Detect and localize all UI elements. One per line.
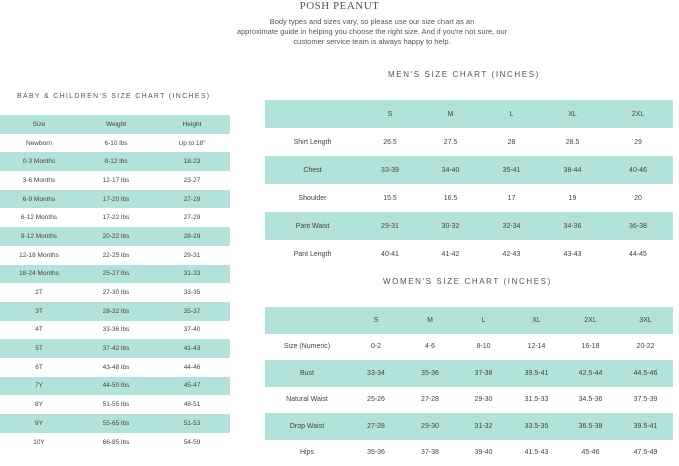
table-cell: 0-2 (349, 334, 403, 361)
table-cell: 51-55 lbs (78, 395, 154, 414)
brand-logo: POSH PEANUT (0, 0, 679, 12)
table-row (0, 227, 230, 246)
table-cell: 33-34 (349, 360, 403, 387)
table-row (265, 440, 673, 466)
mens-size-table (265, 100, 673, 268)
womens-size-table (265, 307, 673, 466)
table-row (0, 246, 230, 265)
table-cell: 45-47 (154, 377, 230, 396)
table-cell: 28-32 lbs (78, 302, 154, 321)
table-row (0, 395, 230, 414)
column-header: M (420, 100, 481, 128)
table-cell: 3-6 Months (0, 171, 78, 190)
table-cell: 35-41 (481, 156, 542, 184)
table-cell: 15.5 (360, 184, 420, 212)
table-cell: 41-42 (420, 240, 481, 268)
table-row (0, 171, 230, 190)
table-cell: 33.5-35 (510, 413, 563, 440)
table-cell: 4T (0, 321, 78, 340)
table-cell: 20-22 lbs (78, 227, 154, 246)
table-row (0, 321, 230, 340)
table-cell: 8-10 (457, 334, 510, 361)
table-cell: 16.5 (420, 184, 481, 212)
table-cell: 39.5-41 (510, 360, 563, 387)
table-header-row (0, 115, 230, 134)
table-row (0, 414, 230, 433)
table-row (265, 128, 673, 156)
column-header: S (360, 100, 420, 128)
table-cell: Chest (265, 156, 360, 184)
table-row (0, 208, 230, 227)
table-cell: 37-42 lbs (78, 339, 154, 358)
table-row (265, 334, 673, 361)
intro-line: Body types and sizes vary, so please use our size chart as an (227, 17, 517, 27)
table-cell: 12-18 Months (0, 246, 78, 265)
table-cell: Pant Length (265, 240, 360, 268)
table-cell: 28.5 (542, 128, 603, 156)
table-cell: 33-39 (360, 156, 420, 184)
table-cell: 31-32 (457, 413, 510, 440)
table-cell: 42-43 (481, 240, 542, 268)
table-cell: 23-27 (154, 171, 230, 190)
table-cell: 22-25 lbs (78, 246, 154, 265)
column-header: Size (0, 115, 78, 134)
table-cell: Shirt Length (265, 128, 360, 156)
table-cell: 40-46 (603, 156, 673, 184)
table-cell: 6T (0, 358, 78, 377)
table-cell: 66-85 lbs (78, 433, 154, 452)
table-cell: 34-40 (420, 156, 481, 184)
table-row (0, 152, 230, 171)
table-cell: 37-38 (403, 440, 457, 466)
column-header: L (457, 307, 510, 334)
table-row (265, 387, 673, 414)
table-cell: 44-50 lbs (78, 377, 154, 396)
table-cell: 0-3 Months (0, 152, 78, 171)
table-cell: 43-48 lbs (78, 358, 154, 377)
table-row (265, 413, 673, 440)
table-cell: 7Y (0, 377, 78, 396)
table-cell: 16-18 (563, 334, 618, 361)
table-row (0, 265, 230, 284)
table-cell: 8-12 lbs (78, 152, 154, 171)
table-cell: 39-40 (457, 440, 510, 466)
table-cell: 54-59 (154, 433, 230, 452)
table-row (0, 134, 230, 153)
table-cell: 6-9 Months (0, 190, 78, 209)
mens-chart-title: MEN'S SIZE CHART (INCHES) (388, 70, 540, 79)
table-cell: 48-51 (154, 395, 230, 414)
table-cell: 32-34 (481, 212, 542, 240)
baby-chart-title: BABY & CHILDREN'S SIZE CHART (INCHES) (17, 93, 210, 100)
table-cell: 37-40 (154, 321, 230, 340)
table-cell: 6-12 Months (0, 208, 78, 227)
table-cell: 30-32 (420, 212, 481, 240)
table-cell: 36-38 (603, 212, 673, 240)
table-cell: Up to 18" (154, 134, 230, 153)
table-cell: 44.5-46 (618, 360, 673, 387)
table-cell: 33-36 lbs (78, 321, 154, 340)
table-cell: 45-46 (563, 440, 618, 466)
table-cell: 43-43 (542, 240, 603, 268)
table-cell: Pant Waist (265, 212, 360, 240)
table-cell: Natural Waist (265, 387, 349, 414)
table-cell: 31.5-33 (510, 387, 563, 414)
table-cell: 35-36 (403, 360, 457, 387)
table-cell: 27-29 (154, 208, 230, 227)
table-cell: 9Y (0, 414, 78, 433)
table-cell: 27-29 (154, 190, 230, 209)
column-header: S (349, 307, 403, 334)
intro-line: approximate guide in helping you choose the right size. And if you're not sure, our (227, 27, 517, 37)
table-cell: 39.5-41 (618, 413, 673, 440)
table-row (265, 240, 673, 268)
table-cell: 40-41 (360, 240, 420, 268)
table-cell: 29 (603, 128, 673, 156)
intro-line: customer service team is always happy to help. (227, 37, 517, 47)
column-header (265, 100, 360, 128)
table-cell: 35-36 (349, 440, 403, 466)
table-cell: 37-38 (457, 360, 510, 387)
table-cell: Shoulder (265, 184, 360, 212)
table-cell: 27.5 (420, 128, 481, 156)
table-cell: 29-30 (403, 413, 457, 440)
table-cell: 33-35 (154, 283, 230, 302)
column-header: 2XL (603, 100, 673, 128)
table-row (265, 184, 673, 212)
table-row (0, 190, 230, 209)
table-cell: 5T (0, 339, 78, 358)
table-cell: 29-31 (360, 212, 420, 240)
table-cell: Bust (265, 360, 349, 387)
table-cell: 26.5 (360, 128, 420, 156)
table-cell: 38-44 (542, 156, 603, 184)
table-cell: Drop Waist (265, 413, 349, 440)
table-cell: 31-33 (154, 265, 230, 284)
table-cell: 25-26 (349, 387, 403, 414)
column-header: 2XL (563, 307, 618, 334)
table-row (0, 339, 230, 358)
table-cell: 36.5-38 (563, 413, 618, 440)
table-cell: 9-12 Months (0, 227, 78, 246)
column-header: XL (510, 307, 563, 334)
baby-size-table (0, 115, 230, 451)
column-header: XL (542, 100, 603, 128)
table-row (265, 360, 673, 387)
column-header: Height (154, 115, 230, 134)
table-cell: 29-30 (457, 387, 510, 414)
table-cell: 20 (603, 184, 673, 212)
table-row (0, 433, 230, 452)
table-cell: 28-29 (154, 227, 230, 246)
table-cell: 27-28 (349, 413, 403, 440)
table-cell: 51-53 (154, 414, 230, 433)
intro-text (227, 17, 517, 47)
table-cell: 55-65 lbs (78, 414, 154, 433)
column-header: 3XL (618, 307, 673, 334)
table-cell: 18-24 Months (0, 265, 78, 284)
table-cell: 41.5-43 (510, 440, 563, 466)
table-cell: 35-37 (154, 302, 230, 321)
table-cell: 25-27 lbs (78, 265, 154, 284)
table-cell: 47.5-49 (618, 440, 673, 466)
table-cell: 4-6 (403, 334, 457, 361)
table-cell: 10Y (0, 433, 78, 452)
table-cell: 34-36 (542, 212, 603, 240)
table-cell: 44-45 (603, 240, 673, 268)
table-row (0, 358, 230, 377)
column-header (265, 307, 349, 334)
table-cell: 29-31 (154, 246, 230, 265)
table-row (0, 302, 230, 321)
table-header-row (265, 100, 673, 128)
table-cell: 3T (0, 302, 78, 321)
table-cell: 17 (481, 184, 542, 212)
table-cell: 17-22 lbs (78, 208, 154, 227)
table-cell: Newborn (0, 134, 78, 153)
table-cell: 17-20 lbs (78, 190, 154, 209)
column-header: L (481, 100, 542, 128)
table-cell: 2T (0, 283, 78, 302)
table-cell: 44-46 (154, 358, 230, 377)
table-row (0, 377, 230, 396)
table-cell: 8Y (0, 395, 78, 414)
column-header: M (403, 307, 457, 334)
table-cell: 12-14 (510, 334, 563, 361)
table-cell: 18-23 (154, 152, 230, 171)
table-row (265, 156, 673, 184)
table-cell: 34.5-36 (563, 387, 618, 414)
column-header: Weight (78, 115, 154, 134)
table-cell: 19 (542, 184, 603, 212)
table-cell: 28 (481, 128, 542, 156)
table-cell: 6-10 lbs (78, 134, 154, 153)
table-cell: 12-17 lbs (78, 171, 154, 190)
table-cell: 41-43 (154, 339, 230, 358)
table-cell: 27-28 (403, 387, 457, 414)
table-cell: 20-22 (618, 334, 673, 361)
table-row (265, 212, 673, 240)
table-cell: 27-30 lbs (78, 283, 154, 302)
table-cell: Size (Numeric) (265, 334, 349, 361)
table-header-row (265, 307, 673, 334)
table-cell: 37.5-39 (618, 387, 673, 414)
table-row (0, 283, 230, 302)
table-cell: Hips (265, 440, 349, 466)
table-cell: 42.5-44 (563, 360, 618, 387)
womens-chart-title: WOMEN'S SIZE CHART (INCHES) (383, 277, 552, 286)
